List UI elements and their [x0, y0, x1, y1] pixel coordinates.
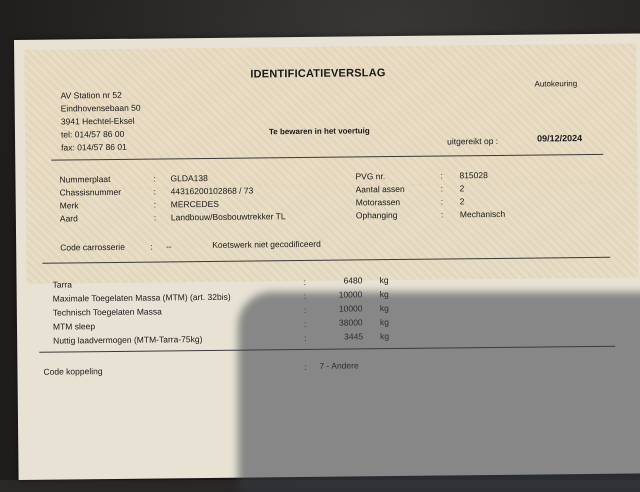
- colon: :: [440, 196, 444, 207]
- kind-label: Aard: [59, 213, 78, 224]
- mass-label: Nuttig laadvermogen (MTM-Tarra-75kg): [53, 334, 203, 346]
- colon: :: [150, 241, 153, 252]
- mass-label: Maximale Toegelaten Massa (MTM) (art. 32bis): [52, 291, 231, 304]
- colon: :: [440, 170, 443, 181]
- station-fax: fax: 014/57 86 01: [61, 141, 127, 153]
- colon: :: [153, 173, 156, 184]
- colon: :: [440, 183, 444, 194]
- motor-axles-value: 2: [459, 196, 465, 207]
- mass-label: MTM sleep: [52, 321, 96, 332]
- pvg-value: 815028: [459, 170, 488, 181]
- axles-value: 2: [459, 183, 465, 194]
- station-name: AV Station nr 52: [60, 89, 122, 101]
- mass-value: 6480: [343, 275, 363, 286]
- mass-label: Technisch Toegelaten Massa: [52, 306, 162, 318]
- colon: :: [153, 186, 157, 197]
- hand-shadow: [238, 292, 640, 492]
- issued-date: 09/12/2024: [537, 133, 583, 144]
- body-code-label: Code carrosserie: [60, 241, 125, 253]
- motor-axles-label: Motorassen: [355, 196, 401, 208]
- chassis-label: Chassisnummer: [59, 186, 122, 198]
- colon: :: [303, 276, 306, 287]
- station-tel: tel: 014/57 86 00: [60, 128, 125, 140]
- station-city: 3941 Hechtel-Eksel: [60, 115, 135, 127]
- chassis-value: 44316200102868 / 73: [170, 185, 254, 197]
- body-code-value: Koetswerk niet gecodificeerd: [212, 238, 321, 250]
- issued-label: uitgereikt op :: [447, 135, 499, 147]
- colon: :: [153, 199, 157, 210]
- suspension-label: Ophanging: [355, 209, 398, 221]
- plate-value: GLDA138: [170, 172, 208, 184]
- make-label: Merk: [59, 200, 79, 211]
- document-title: IDENTIFICATIEVERSLAG: [250, 67, 386, 81]
- mass-label: Tarra: [52, 279, 72, 290]
- pvg-label: PVG nr.: [355, 171, 386, 182]
- kind-value: Landbouw/Bosbouwtrekker TL: [170, 211, 286, 223]
- body-code-dash: --: [166, 241, 172, 252]
- axles-label: Aantal assen: [355, 183, 405, 195]
- station-street: Eindhovensebaan 50: [60, 102, 141, 114]
- suspension-value: Mechanisch: [459, 208, 506, 220]
- keep-note: Te bewaren in het voertuig: [268, 126, 370, 137]
- colon: :: [153, 212, 157, 223]
- document-category: Autokeuring: [534, 79, 578, 89]
- plate-label: Nummerplaat: [59, 173, 111, 185]
- colon: :: [440, 209, 444, 220]
- mass-unit: kg: [379, 275, 389, 286]
- coupling-label: Code koppeling: [43, 366, 103, 377]
- make-value: MERCEDES: [170, 198, 219, 210]
